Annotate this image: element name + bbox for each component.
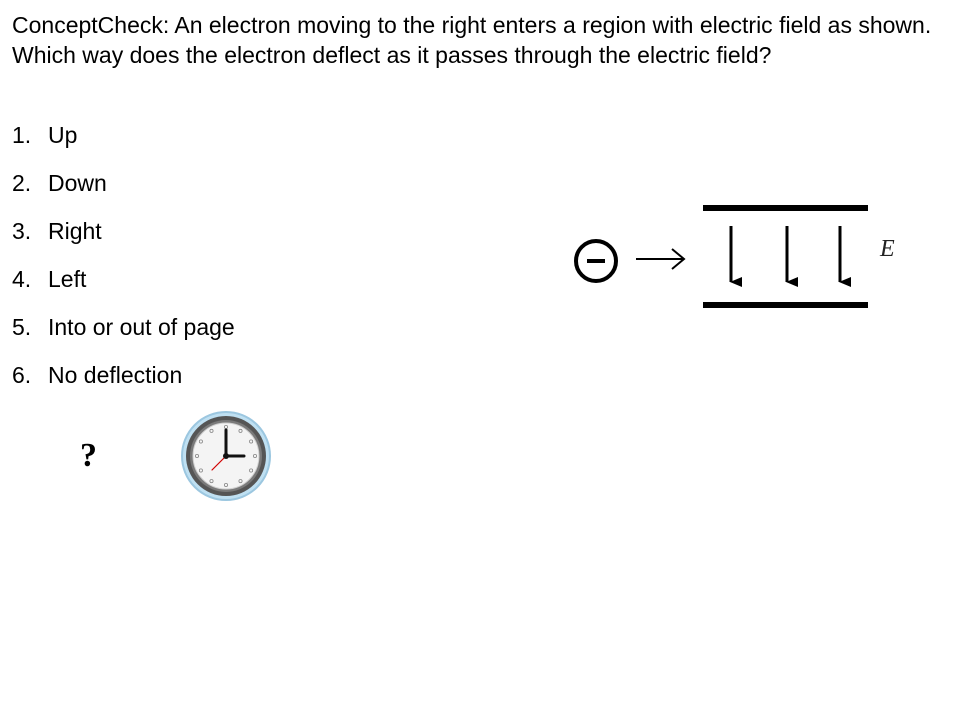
answer-choice[interactable] bbox=[12, 213, 235, 261]
choice-label: Down bbox=[48, 170, 107, 196]
choice-number: 5. bbox=[12, 314, 32, 340]
electron-icon bbox=[576, 241, 616, 281]
velocity-arrow bbox=[636, 249, 684, 269]
choice-label: Into or out of page bbox=[48, 314, 235, 340]
answer-choice[interactable] bbox=[12, 357, 235, 405]
choice-number: 6. bbox=[12, 362, 32, 388]
clock-icon[interactable] bbox=[180, 410, 272, 502]
field-label: E bbox=[880, 236, 895, 262]
answer-choice[interactable] bbox=[12, 165, 235, 213]
question-mark: ? bbox=[80, 437, 97, 474]
choice-number: 1. bbox=[12, 122, 32, 148]
answer-choices bbox=[12, 117, 235, 405]
choice-number: 2. bbox=[12, 170, 32, 196]
choice-label: No deflection bbox=[48, 362, 183, 388]
answer-choice[interactable] bbox=[12, 117, 235, 165]
choice-label: Left bbox=[48, 266, 87, 292]
answer-choice[interactable] bbox=[12, 309, 235, 357]
choice-label: Right bbox=[48, 218, 102, 244]
choice-number: 3. bbox=[12, 218, 32, 244]
choice-number: 4. bbox=[12, 266, 32, 292]
question-text: ConceptCheck: An electron moving to the right enters a region with electric field as shown. Which way does the electron deflect as it passes through the electric field? bbox=[12, 12, 932, 68]
answer-choice[interactable] bbox=[12, 261, 235, 309]
choice-label: Up bbox=[48, 122, 78, 148]
electric-field-diagram bbox=[560, 195, 920, 320]
